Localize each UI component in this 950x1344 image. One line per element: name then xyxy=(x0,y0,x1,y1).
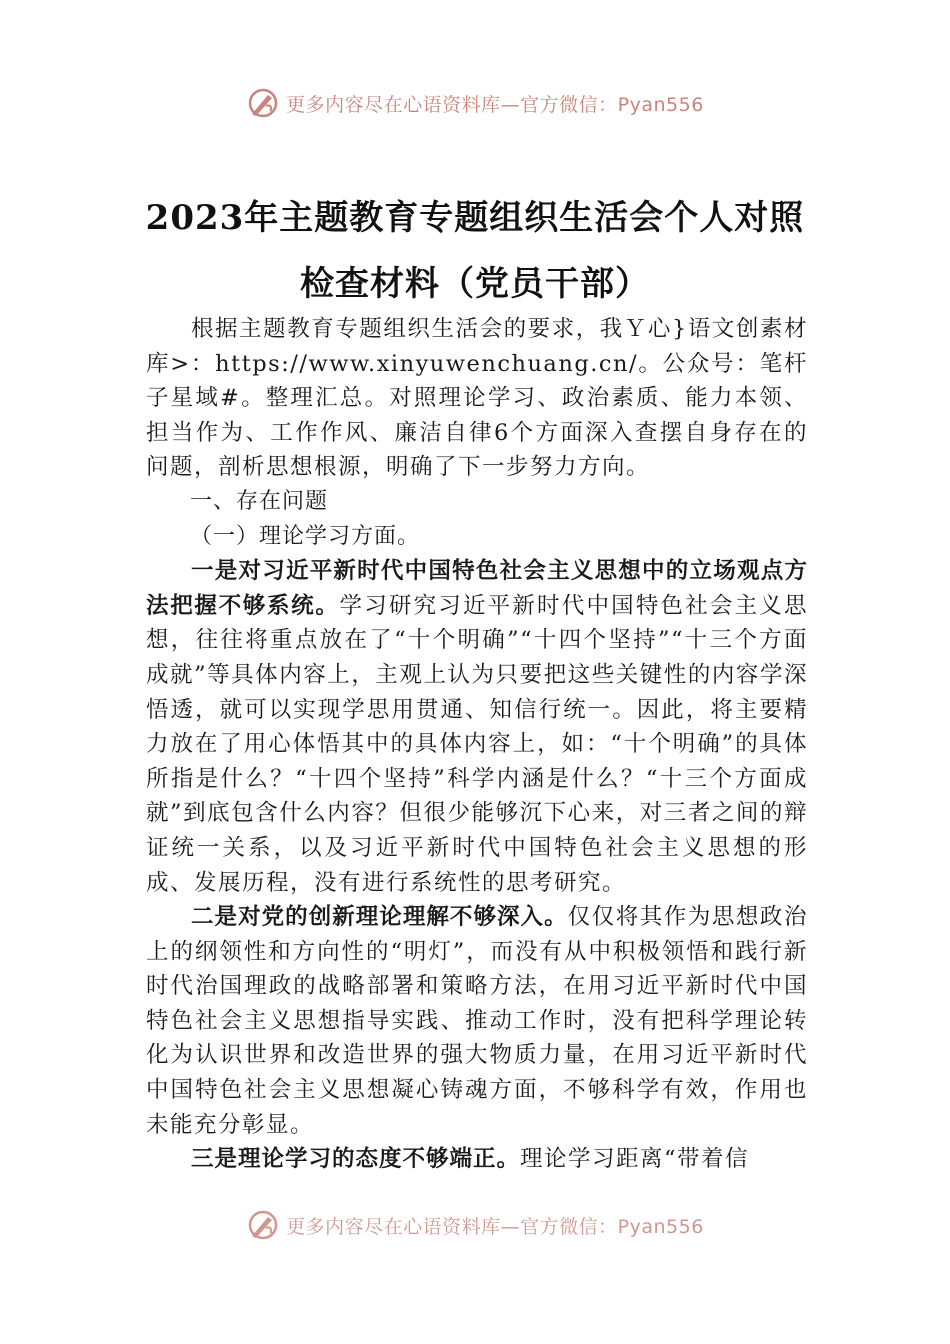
pen-logo-icon xyxy=(246,86,280,120)
document-title-line-2: 检查材料（党员干部） xyxy=(300,264,650,304)
point-text: 理论学习距离“带着信 xyxy=(520,1146,750,1173)
point-lead: 二是对党的创新理论理解不够深入。 xyxy=(191,904,568,931)
point-paragraph xyxy=(146,1142,808,1177)
watermark-footer xyxy=(0,1208,950,1242)
watermark-text: 更多内容尽在心语资料库—官方微信：Pyan556 xyxy=(286,1215,704,1238)
watermark-text: 更多内容尽在心语资料库—官方微信：Pyan556 xyxy=(286,93,704,116)
point-paragraph xyxy=(146,900,808,1142)
pen-logo-icon xyxy=(246,1208,280,1242)
point-text: 仅仅将其作为思想政治上的纲领性和方向性的“明灯”，而没有从中积极领悟和践行新时代治国理政的战略部署和策略方法，在用习近平新时代中国特色社会主义思想指导实践、推动工作时，没有把科学理论转化为认识世界和改造世界的强大物质力量，在用习近平新时代中国特色社会主义思想凝心铸魂方面，不够科学有效，作用也未能充分彰显。 xyxy=(146,904,808,1138)
point-lead: 一是对习近平新时代中国特色社会主义思想中的立场观点方法把握不够系统。 xyxy=(146,558,808,619)
document-body xyxy=(146,312,808,1177)
subsection-heading: （一）理论学习方面。 xyxy=(190,523,421,549)
point-paragraph xyxy=(146,554,808,900)
watermark-header xyxy=(0,86,950,120)
point-text: 学习研究习近平新时代中国特色社会主义思想，往往将重点放在了“十个明确”“十四个坚持”“十三个方面成就”等具体内容上，主观上认为只要把这些关键性的内容学深悟透，就可以实现学思用贯通、知信行统一。因此，将主要精力放在了用心体悟其中的具体内容上，如：“十个明确”的具体所指是什么？“十四个坚持”科学内涵是什么？“十三个方面成就”到底包含什么内容？但很少能够沉下心来，对三者之间的辩证统一关系，以及习近平新时代中国特色社会主义思想的形成、发展历程，没有进行系统性的思考研究。 xyxy=(146,592,808,896)
document-title-line-1: 2023年主题教育专题组织生活会个人对照 xyxy=(145,198,805,238)
section-heading: 一、存在问题 xyxy=(190,488,329,514)
point-lead: 三是理论学习的态度不够端正。 xyxy=(191,1146,521,1173)
intro-paragraph: 根据主题教育专题组织生活会的要求，我Ｙ心}语文创素材库>：https://www.xinyuwenchuang.cn/。公众号：笔杆子星域#。整理汇总。对照理论学习、政治素质、能力本领、担当作为、工作作风、廉洁自律6个方面深入查摆自身存在的问题，剖析思想根源，明确了下一步努力方向。 xyxy=(146,316,808,481)
